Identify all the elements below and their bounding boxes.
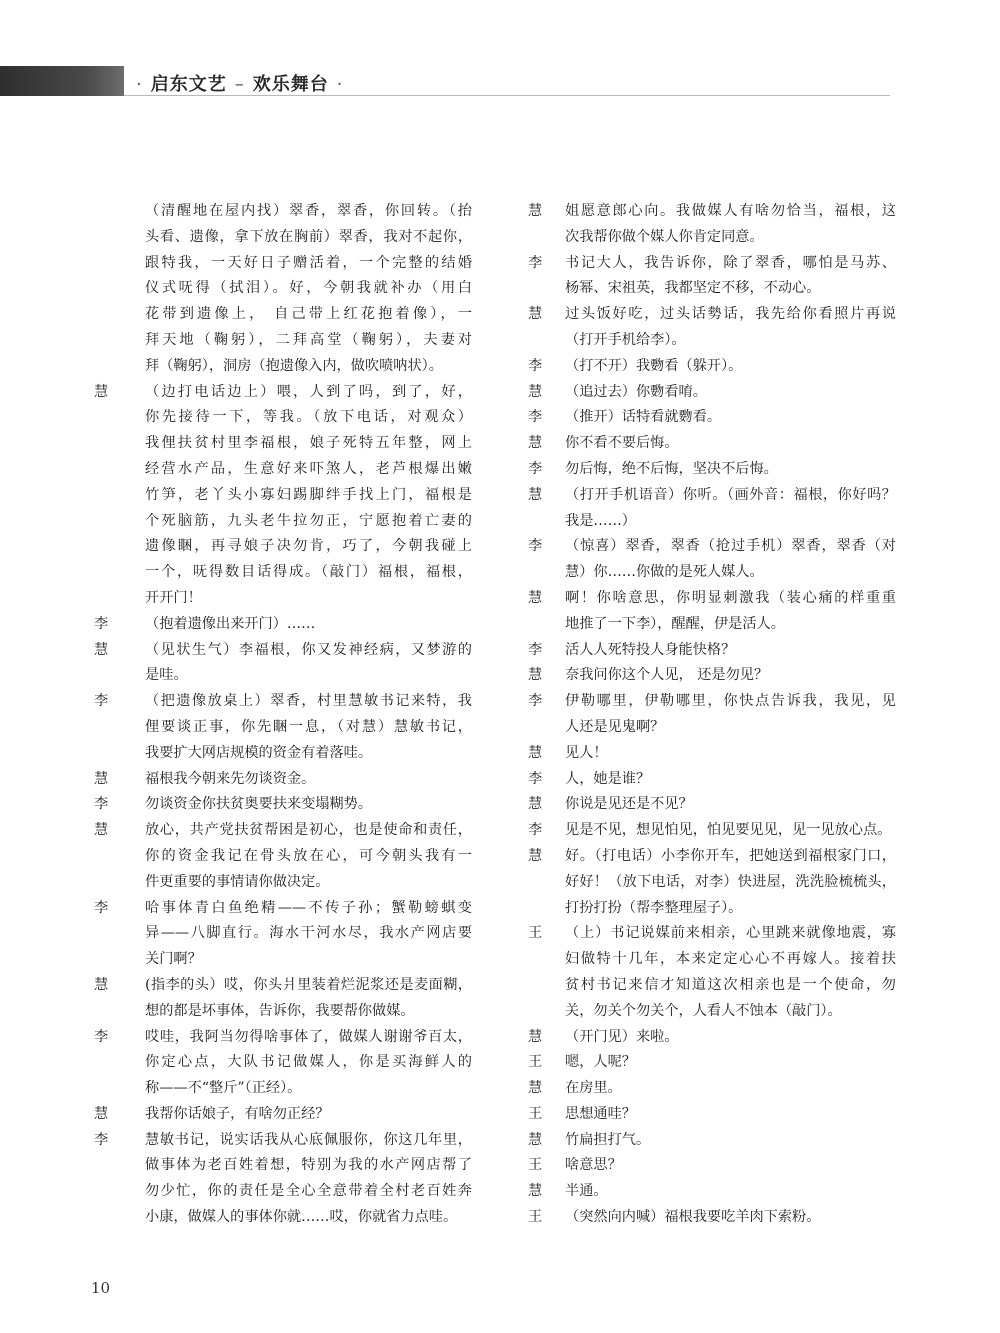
dialogue-line bbox=[528, 715, 896, 741]
left-column bbox=[94, 199, 472, 1231]
dialogue-line bbox=[94, 328, 472, 354]
speaker-label bbox=[94, 999, 145, 1025]
dialogue-text: 我俚扶贫村里李福根，娘子死特五年整，网上 bbox=[145, 435, 472, 452]
dialogue-text: 次我帮你做个媒人你肯定同意。 bbox=[565, 228, 764, 245]
speaker-label bbox=[528, 947, 565, 973]
speaker-label: 慧 bbox=[528, 1080, 543, 1097]
speaker-label: 慧 bbox=[528, 203, 543, 219]
dialogue-text: 你定心点，大队书记做媒人，你是买海鲜人的 bbox=[145, 1054, 472, 1071]
speaker-label bbox=[528, 276, 565, 302]
dialogue-line bbox=[528, 1102, 896, 1128]
speaker-label: 王 bbox=[528, 1209, 543, 1226]
dialogue-line bbox=[528, 483, 896, 509]
speaker-label bbox=[94, 276, 145, 302]
speaker-label bbox=[528, 225, 565, 251]
dialogue-line bbox=[94, 1025, 472, 1051]
dialogue-line bbox=[528, 1076, 896, 1102]
dialogue-line bbox=[528, 509, 896, 535]
dialogue-block bbox=[94, 199, 472, 380]
speaker-label: 慧 bbox=[94, 976, 109, 993]
dialogue-block bbox=[528, 741, 896, 767]
speaker-label bbox=[528, 999, 565, 1025]
dialogue-text: 过头饭好吃，过头话勢话，我先给你看照片再说 bbox=[565, 306, 896, 323]
dialogue-text: 半通。 bbox=[565, 1183, 608, 1200]
dialogue-line bbox=[528, 560, 896, 586]
dialogue-text: 我帮你话娘子，有啥勿正经？ bbox=[145, 1105, 330, 1122]
speaker-label bbox=[94, 947, 145, 973]
dialogue-line bbox=[528, 896, 896, 922]
dialogue-line bbox=[528, 302, 896, 328]
speaker-label: 李 bbox=[528, 770, 543, 787]
dialogue-line bbox=[94, 1076, 472, 1102]
speaker-label bbox=[94, 302, 145, 328]
dialogue-block bbox=[528, 792, 896, 818]
dialogue-text: 跟特我，一天好日子赠活着，一个完整的结婚 bbox=[145, 254, 472, 271]
dialogue-line bbox=[528, 767, 896, 793]
dialogue-text: 我是……） bbox=[565, 512, 636, 529]
running-header bbox=[128, 70, 351, 96]
dialogue-line bbox=[94, 638, 472, 664]
dialogue-line bbox=[528, 689, 896, 715]
dialogue-line bbox=[94, 1128, 472, 1154]
speaker-label: 李 bbox=[94, 899, 109, 916]
dialogue-block bbox=[528, 483, 896, 535]
dialogue-text: 件更重要的事情请你做决定。 bbox=[145, 873, 330, 890]
speaker-label: 慧 bbox=[528, 589, 543, 606]
dialogue-text: 见人！ bbox=[565, 744, 608, 761]
dialogue-text: 关门啊？ bbox=[145, 951, 202, 968]
dialogue-text: （打开手机语音）你听。（画外音：福根，你好吗？ bbox=[565, 486, 896, 503]
dialogue-line bbox=[94, 534, 472, 560]
dialogue-line bbox=[94, 1153, 472, 1179]
dialogue-line bbox=[94, 896, 472, 922]
dialogue-block bbox=[528, 1025, 896, 1051]
dialogue-text: （打开手机给李）。 bbox=[565, 331, 686, 348]
dialogue-line bbox=[528, 586, 896, 612]
dialogue-text: 俚要谈正事，你先睏一息，（对慧）慧敏书记， bbox=[145, 718, 472, 735]
dialogue-line bbox=[528, 870, 896, 896]
speaker-label: 慧 bbox=[94, 383, 109, 400]
dialogue-text: 头看、遗像，拿下放在胸前）翠香，我对不起你， bbox=[145, 228, 472, 245]
dialogue-text: 哈事体青白鱼绝精——不传子孙；蟹勒螃蜞变 bbox=[145, 899, 472, 916]
speaker-label: 慧 bbox=[528, 435, 543, 452]
dialogue-text: 好好！（放下电话，对李）快进屋，洗洗脸梳梳头， bbox=[565, 873, 896, 890]
speaker-label: 王 bbox=[528, 1157, 543, 1174]
dialogue-line bbox=[528, 1153, 896, 1179]
dialogue-text: 经营水产品，生意好来吓煞人，老芦根爆出嫩 bbox=[145, 460, 472, 477]
dialogue-block bbox=[528, 1050, 896, 1076]
dialogue-line bbox=[94, 276, 472, 302]
dialogue-text: 想的都是坏事体，告诉你，我要帮你做媒。 bbox=[145, 1002, 415, 1019]
dialogue-text: 慧）你……你做的是死人媒人。 bbox=[565, 564, 764, 581]
dialogue-block bbox=[94, 689, 472, 766]
dialogue-block bbox=[528, 251, 896, 303]
dialogue-block bbox=[94, 1025, 472, 1102]
dialogue-line bbox=[528, 380, 896, 406]
dialogue-line bbox=[528, 534, 896, 560]
speaker-label: 李 bbox=[528, 822, 543, 839]
speaker-label: 慧 bbox=[528, 744, 543, 761]
dialogue-line bbox=[94, 354, 472, 380]
dialogue-text: 开开门！ bbox=[145, 589, 202, 606]
dialogue-line bbox=[94, 663, 472, 689]
dialogue-line bbox=[528, 328, 896, 354]
header-bar bbox=[0, 66, 124, 96]
dialogue-block bbox=[528, 921, 896, 1024]
dialogue-text: 福根我今朝来先勿谈资金。 bbox=[145, 770, 316, 787]
dialogue-text: （边打电话边上）喂，人到了吗，到了，好， bbox=[145, 383, 472, 400]
dialogue-line bbox=[94, 715, 472, 741]
speaker-label bbox=[94, 328, 145, 354]
dialogue-line bbox=[528, 612, 896, 638]
dialogue-text: 啥意思？ bbox=[565, 1157, 622, 1174]
dialogue-text: 拜（鞠躬），洞房（抱遗像入内，做吹喷呐状）。 bbox=[145, 357, 443, 374]
speaker-label bbox=[528, 896, 565, 922]
dialogue-block bbox=[528, 1205, 896, 1231]
dialogue-line bbox=[94, 302, 472, 328]
speaker-label: 慧 bbox=[528, 847, 543, 864]
speaker-label: 李 bbox=[528, 693, 543, 710]
dialogue-line bbox=[528, 792, 896, 818]
dialogue-line bbox=[94, 251, 472, 277]
dialogue-text: 哎哇，我阿当勿得啥事体了，做媒人谢谢爷百太， bbox=[145, 1028, 472, 1045]
dialogue-block bbox=[528, 1153, 896, 1179]
dialogue-line bbox=[94, 870, 472, 896]
dialogue-text: （开门见）来啦。 bbox=[565, 1028, 679, 1045]
speaker-label bbox=[94, 509, 145, 535]
dialogue-text: 竹笋，老丫头小寡妇踢脚绊手找上门，福根是 bbox=[145, 486, 472, 503]
dialogue-line bbox=[94, 1179, 472, 1205]
dialogue-line bbox=[528, 999, 896, 1025]
speaker-label: 李 bbox=[528, 460, 543, 477]
dialogue-block bbox=[528, 818, 896, 844]
speaker-label: 慧 bbox=[528, 796, 543, 813]
dialogue-line bbox=[94, 1102, 472, 1128]
dialogue-block bbox=[528, 302, 896, 354]
dialogue-line bbox=[94, 921, 472, 947]
dialogue-text: 关，勿关个勿关个，人看人不蚀本（敲门）。 bbox=[565, 1002, 842, 1019]
dialogue-block bbox=[528, 767, 896, 793]
speaker-label bbox=[528, 973, 565, 999]
speaker-label bbox=[94, 921, 145, 947]
dialogue-line bbox=[528, 251, 896, 277]
dialogue-text: （抱着遗像出来开门）…… bbox=[145, 615, 316, 632]
dialogue-text: 贫村书记来信才知道这次相亲也是一个使命，勿 bbox=[565, 976, 896, 993]
speaker-label bbox=[94, 457, 145, 483]
dialogue-text: 你的资金我记在骨头放在心，可今朝头我有一 bbox=[145, 847, 472, 864]
header-right-dot: · bbox=[336, 74, 344, 95]
dialogue-text: （追过去）你覅看唷。 bbox=[565, 383, 707, 400]
dialogue-text: 遗像睏，再寻娘子决勿肯，巧了，今朝我碰上 bbox=[145, 538, 472, 555]
dialogue-text: 仪式呒得（拭泪）。好，今朝我就补办（用白 bbox=[145, 280, 472, 297]
dialogue-text: 个死脑筋，九头老牛拉勿正，宁愿抱着亡妻的 bbox=[145, 512, 472, 529]
dialogue-line bbox=[94, 792, 472, 818]
dialogue-line bbox=[94, 741, 472, 767]
dialogue-line bbox=[528, 225, 896, 251]
speaker-label bbox=[528, 328, 565, 354]
dialogue-text: 伊勒哪里，伊勒哪里，你快点告诉我，我见，见 bbox=[565, 693, 896, 710]
speaker-label: 王 bbox=[528, 1054, 543, 1071]
dialogue-block bbox=[94, 380, 472, 612]
speaker-label bbox=[528, 560, 565, 586]
speaker-label: 王 bbox=[528, 925, 543, 942]
speaker-label: 李 bbox=[528, 409, 543, 426]
dialogue-text: 一个，呒得数目话得成。（敲门）福根，福根， bbox=[145, 564, 472, 581]
dialogue-line bbox=[94, 612, 472, 638]
dialogue-text: 姐愿意郎心向。我做媒人有啥勿恰当，福根，这 bbox=[565, 203, 896, 219]
dialogue-text: （突然向内喊）福根我要吃羊肉下索粉。 bbox=[565, 1209, 821, 1226]
right-column bbox=[528, 199, 896, 1231]
dialogue-line bbox=[528, 431, 896, 457]
dialogue-line bbox=[94, 947, 472, 973]
speaker-label: 慧 bbox=[528, 486, 543, 503]
speaker-label: 慧 bbox=[94, 770, 109, 787]
dialogue-text: 在房里。 bbox=[565, 1080, 622, 1097]
dialogue-block bbox=[528, 405, 896, 431]
dialogue-line bbox=[94, 431, 472, 457]
dialogue-line bbox=[94, 560, 472, 586]
dialogue-line bbox=[528, 921, 896, 947]
dialogue-block bbox=[528, 1102, 896, 1128]
speaker-label: 慧 bbox=[94, 641, 109, 658]
dialogue-block bbox=[528, 457, 896, 483]
dialogue-text: 妇做特十几年，本来定定心心不再嫁人。接着扶 bbox=[565, 951, 896, 968]
speaker-label: 李 bbox=[528, 254, 543, 271]
dialogue-text: 拜天地（鞠躬），二拜高堂（鞠躬），夫妻对 bbox=[145, 331, 472, 348]
dialogue-text: （惊喜）翠香，翠香（抢过手机）翠香，翠香（对 bbox=[565, 538, 896, 555]
dialogue-text: 我要扩大网店规模的资金有着落哇。 bbox=[145, 744, 373, 761]
header-dash: – bbox=[234, 74, 245, 95]
dialogue-text: 思想通哇？ bbox=[565, 1105, 636, 1122]
dialogue-line bbox=[94, 457, 472, 483]
dialogue-line bbox=[528, 276, 896, 302]
speaker-label bbox=[528, 715, 565, 741]
speaker-label bbox=[528, 509, 565, 535]
dialogue-block bbox=[528, 689, 896, 741]
speaker-label: 李 bbox=[528, 641, 543, 658]
header-section-name: 欢乐舞台 bbox=[252, 74, 329, 95]
dialogue-text: 地推了一下李），醒醒，伊是活人。 bbox=[565, 615, 785, 632]
dialogue-text: （推开）话特看就覅看。 bbox=[565, 409, 722, 426]
dialogue-line bbox=[528, 457, 896, 483]
dialogue-line bbox=[528, 354, 896, 380]
dialogue-block bbox=[528, 586, 896, 638]
dialogue-line bbox=[94, 483, 472, 509]
dialogue-line bbox=[94, 225, 472, 251]
dialogue-text: （打不开）我覅看（躲开）。 bbox=[565, 357, 743, 374]
speaker-label bbox=[94, 741, 145, 767]
speaker-label bbox=[94, 199, 145, 225]
dialogue-text: 人还是见鬼啊？ bbox=[565, 718, 665, 735]
speaker-label: 李 bbox=[94, 1131, 109, 1148]
speaker-label bbox=[528, 870, 565, 896]
speaker-label: 李 bbox=[94, 796, 109, 813]
dialogue-text: 见是不见，想见怕见，怕见要见见，见一见放心点。 bbox=[565, 822, 892, 839]
speaker-label bbox=[94, 870, 145, 896]
dialogue-block bbox=[94, 792, 472, 818]
dialogue-text: 奈我问你这个人见， 还是勿见？ bbox=[565, 667, 769, 684]
dialogue-line bbox=[94, 380, 472, 406]
dialogue-line bbox=[528, 663, 896, 689]
speaker-label: 慧 bbox=[94, 1105, 109, 1122]
dialogue-text: 放心，共产党扶贫帮困是初心，也是使命和责任， bbox=[145, 822, 472, 839]
dialogue-line bbox=[528, 818, 896, 844]
dialogue-line bbox=[528, 1205, 896, 1231]
speaker-label bbox=[94, 534, 145, 560]
dialogue-line bbox=[528, 844, 896, 870]
dialogue-line bbox=[528, 1050, 896, 1076]
speaker-label: 王 bbox=[528, 1105, 543, 1122]
dialogue-text: 好。（打电话）小李你开车，把她送到福根家门口， bbox=[565, 847, 896, 864]
dialogue-line bbox=[94, 199, 472, 225]
dialogue-block bbox=[528, 431, 896, 457]
dialogue-text: 你先接待一下，等我。（放下电话，对观众） bbox=[145, 409, 472, 426]
dialogue-block bbox=[528, 638, 896, 664]
speaker-label bbox=[94, 354, 145, 380]
dialogue-block bbox=[528, 380, 896, 406]
dialogue-text: 小康，做媒人的事体你就……哎，你就省力点哇。 bbox=[145, 1209, 458, 1226]
dialogue-line bbox=[94, 767, 472, 793]
dialogue-text: 做事体为老百姓着想，特别为我的水产网店帮了 bbox=[145, 1157, 472, 1174]
dialogue-block bbox=[94, 638, 472, 690]
dialogue-line bbox=[528, 1179, 896, 1205]
speaker-label: 李 bbox=[528, 538, 543, 555]
dialogue-text: 杨幂、宋祖英，我都坚定不移，不动心。 bbox=[565, 280, 821, 297]
speaker-label bbox=[94, 405, 145, 431]
dialogue-block bbox=[528, 534, 896, 586]
dialogue-line bbox=[94, 1050, 472, 1076]
dialogue-text: (指李的头）哎，你头爿里装着烂泥浆还是麦面糊， bbox=[145, 976, 472, 993]
dialogue-block bbox=[528, 1076, 896, 1102]
speaker-label: 李 bbox=[528, 357, 543, 374]
header-magazine-name: 启东文艺 bbox=[150, 74, 227, 95]
dialogue-line bbox=[94, 1205, 472, 1231]
dialogue-text: 啊！你啥意思，你明显刺激我（装心痛的样重重 bbox=[565, 589, 896, 606]
speaker-label bbox=[528, 612, 565, 638]
dialogue-block bbox=[528, 1128, 896, 1154]
speaker-label bbox=[94, 1153, 145, 1179]
dialogue-line bbox=[94, 999, 472, 1025]
dialogue-text: 活人人死特投人身能快格？ bbox=[565, 641, 736, 658]
speaker-label bbox=[94, 560, 145, 586]
dialogue-line bbox=[528, 638, 896, 664]
speaker-label bbox=[94, 715, 145, 741]
dialogue-line bbox=[94, 973, 472, 999]
header-left-dot: · bbox=[136, 74, 143, 95]
speaker-label bbox=[94, 1050, 145, 1076]
speaker-label bbox=[94, 844, 145, 870]
dialogue-line bbox=[94, 689, 472, 715]
dialogue-text: 你不看不要后悔。 bbox=[565, 435, 679, 452]
dialogue-line bbox=[94, 405, 472, 431]
dialogue-text: 异——八脚直行。海水干河水尽，我水产网店要 bbox=[145, 925, 472, 942]
dialogue-line bbox=[528, 1128, 896, 1154]
dialogue-line bbox=[94, 509, 472, 535]
dialogue-text: （见状生气）李福根，你又发神经病，又梦游的 bbox=[145, 641, 472, 658]
dialogue-line bbox=[94, 844, 472, 870]
dialogue-text: 嗯，人呢？ bbox=[565, 1054, 636, 1071]
dialogue-block bbox=[94, 767, 472, 793]
dialogue-line bbox=[528, 973, 896, 999]
dialogue-text: 书记大人，我告诉你，除了翠香，哪怕是马苏、 bbox=[565, 254, 896, 271]
dialogue-line bbox=[528, 741, 896, 767]
dialogue-text: 人，她是谁？ bbox=[565, 770, 651, 787]
dialogue-text: 勿少忙，你的责任是全心全意带着全村老百姓奔 bbox=[145, 1183, 472, 1200]
speaker-label: 慧 bbox=[528, 1028, 543, 1045]
dialogue-text: 花带到遗像上， 自己带上红花抱着像），一 bbox=[145, 306, 472, 323]
speaker-label: 慧 bbox=[94, 822, 109, 839]
speaker-label: 李 bbox=[94, 693, 109, 710]
speaker-label: 李 bbox=[94, 615, 109, 632]
dialogue-line bbox=[528, 199, 896, 225]
speaker-label bbox=[94, 483, 145, 509]
dialogue-text: 打扮打扮（帮李整理屋子）。 bbox=[565, 899, 743, 916]
speaker-label: 慧 bbox=[528, 667, 543, 684]
speaker-label bbox=[94, 663, 145, 689]
dialogue-text: 是哇。 bbox=[145, 667, 188, 684]
dialogue-block bbox=[528, 1179, 896, 1205]
dialogue-text: （上）书记说媒前来相亲，心里跳来就像地震，寡 bbox=[565, 925, 896, 942]
dialogue-block bbox=[94, 1128, 472, 1231]
dialogue-text: 勿谈资金你扶贫奥要扶来变塌糊势。 bbox=[145, 796, 373, 813]
speaker-label: 慧 bbox=[528, 383, 543, 400]
speaker-label bbox=[94, 586, 145, 612]
dialogue-line bbox=[528, 405, 896, 431]
dialogue-block bbox=[94, 818, 472, 895]
dialogue-line bbox=[528, 1025, 896, 1051]
dialogue-text: 你说是见还是不见？ bbox=[565, 796, 693, 813]
dialogue-block bbox=[528, 199, 896, 251]
speaker-label bbox=[94, 1076, 145, 1102]
dialogue-text: 勿后悔，绝不后悔，坚决不后悔。 bbox=[565, 460, 778, 477]
dialogue-block bbox=[94, 612, 472, 638]
dialogue-text: （清醒地在屋内找）翠香，翠香，你回转。（抬 bbox=[145, 203, 472, 219]
speaker-label bbox=[94, 225, 145, 251]
dialogue-text: 称——不“整斤”（正经）。 bbox=[145, 1080, 302, 1097]
dialogue-text: 竹扁担打气。 bbox=[565, 1131, 651, 1148]
dialogue-line bbox=[528, 947, 896, 973]
speaker-label bbox=[94, 1179, 145, 1205]
dialogue-block bbox=[94, 1102, 472, 1128]
speaker-label bbox=[94, 251, 145, 277]
dialogue-block bbox=[528, 663, 896, 689]
speaker-label: 慧 bbox=[528, 1183, 543, 1200]
dialogue-text: 慧敏书记，说实话我从心底佩服你，你这几年里， bbox=[145, 1131, 472, 1148]
dialogue-block bbox=[94, 896, 472, 973]
dialogue-line bbox=[94, 818, 472, 844]
dialogue-line bbox=[94, 586, 472, 612]
page-number: 10 bbox=[91, 1279, 111, 1297]
dialogue-block bbox=[528, 844, 896, 921]
dialogue-block bbox=[94, 973, 472, 1025]
speaker-label: 李 bbox=[94, 1028, 109, 1045]
dialogue-block bbox=[528, 354, 896, 380]
speaker-label: 慧 bbox=[528, 1131, 543, 1148]
speaker-label bbox=[94, 431, 145, 457]
speaker-label: 慧 bbox=[528, 306, 543, 323]
speaker-label bbox=[94, 1205, 145, 1231]
dialogue-text: （把遗像放桌上）翠香，村里慧敏书记来特，我 bbox=[145, 693, 472, 710]
